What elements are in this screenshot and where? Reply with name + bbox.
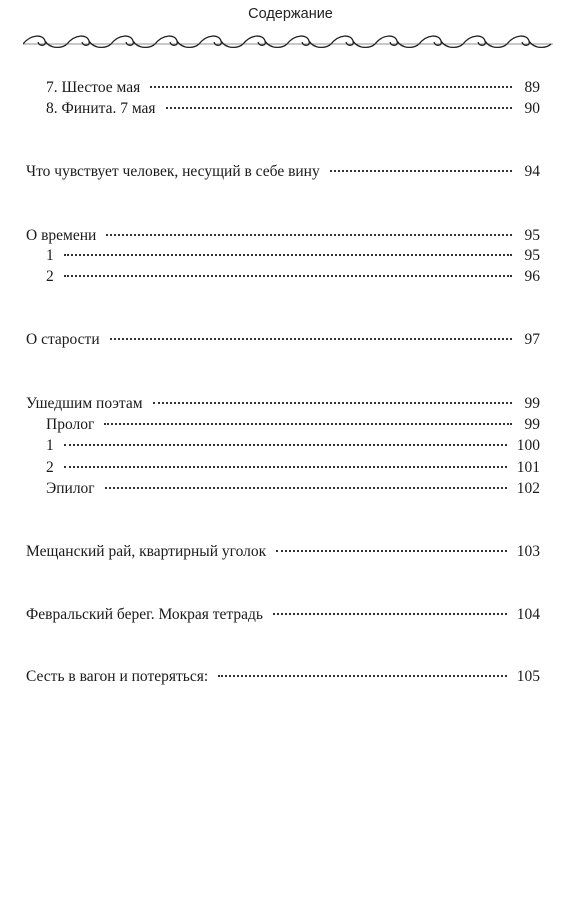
toc-entry[interactable] bbox=[46, 246, 540, 266]
dot-leader bbox=[106, 234, 512, 236]
toc-entry-title: О времени bbox=[26, 227, 97, 244]
toc-entry-page: 100 bbox=[516, 437, 540, 454]
toc-entry[interactable] bbox=[46, 479, 540, 499]
dot-leader bbox=[330, 170, 512, 172]
dot-leader bbox=[105, 487, 507, 489]
toc-entry-page: 103 bbox=[516, 543, 540, 560]
toc-entry-title: Февральский берег. Мокрая тетрадь bbox=[26, 606, 263, 623]
toc-entry-page: 96 bbox=[524, 268, 540, 285]
toc-entry-page: 90 bbox=[524, 100, 540, 117]
toc-entry[interactable] bbox=[46, 99, 540, 119]
toc-entry-title: 2 bbox=[46, 268, 54, 285]
dot-leader bbox=[64, 275, 512, 277]
dot-leader bbox=[218, 675, 507, 677]
toc-entry-title: Что чувствует человек, несущий в себе вину bbox=[26, 163, 320, 180]
toc-entry-page: 95 bbox=[524, 247, 540, 264]
toc-entry-title: 2 bbox=[46, 459, 54, 476]
toc-entry-page: 94 bbox=[524, 163, 540, 180]
toc-entry-page: 104 bbox=[516, 606, 540, 623]
dot-leader bbox=[64, 466, 507, 468]
toc-entry[interactable] bbox=[26, 226, 540, 246]
toc-entry-page: 99 bbox=[524, 395, 540, 412]
toc-entry-title: 7. Шестое мая bbox=[46, 79, 141, 96]
toc-entry[interactable] bbox=[46, 267, 540, 287]
toc-entry[interactable] bbox=[26, 542, 540, 562]
toc-entry-title: Пролог bbox=[46, 416, 95, 433]
toc-entry[interactable] bbox=[26, 394, 540, 414]
toc-entry-page: 99 bbox=[524, 416, 540, 433]
dot-leader bbox=[166, 107, 512, 109]
toc-entry-page: 97 bbox=[524, 331, 540, 348]
toc-entry[interactable] bbox=[46, 436, 540, 456]
toc-entry-page: 105 bbox=[516, 668, 540, 685]
dot-leader bbox=[64, 444, 507, 446]
toc-entry[interactable] bbox=[26, 330, 540, 350]
toc-entry-title: О старости bbox=[26, 331, 100, 348]
toc-entry-title: Сесть в вагон и потеряться: bbox=[26, 668, 209, 685]
dot-leader bbox=[273, 613, 507, 615]
toc-entry-page: 95 bbox=[524, 227, 540, 244]
toc-entry[interactable] bbox=[26, 605, 540, 625]
toc-entry[interactable] bbox=[46, 415, 540, 435]
toc-entry[interactable] bbox=[26, 162, 540, 182]
dot-leader bbox=[276, 550, 507, 552]
dot-leader bbox=[150, 86, 512, 88]
dot-leader bbox=[64, 254, 512, 256]
toc-entry-title: Мещанский рай, квартирный уголок bbox=[26, 543, 267, 560]
page-title: Содержание bbox=[248, 6, 333, 22]
dot-leader bbox=[104, 423, 512, 425]
toc-entry-title: 1 bbox=[46, 437, 54, 454]
toc-entry-title: Эпилог bbox=[46, 480, 95, 497]
toc-entry-page: 101 bbox=[516, 459, 540, 476]
toc-entry[interactable] bbox=[26, 667, 540, 687]
toc-entry[interactable] bbox=[46, 458, 540, 478]
toc-entry-title: 8. Финита. 7 мая bbox=[46, 100, 156, 117]
toc-entry-page: 89 bbox=[524, 79, 540, 96]
toc-entry[interactable] bbox=[46, 78, 540, 98]
toc-entry-title: 1 bbox=[46, 247, 54, 264]
dot-leader bbox=[110, 338, 512, 340]
dot-leader bbox=[153, 402, 512, 404]
toc-entry-page: 102 bbox=[516, 480, 540, 497]
toc-entry-title: Ушедшим поэтам bbox=[26, 395, 143, 412]
